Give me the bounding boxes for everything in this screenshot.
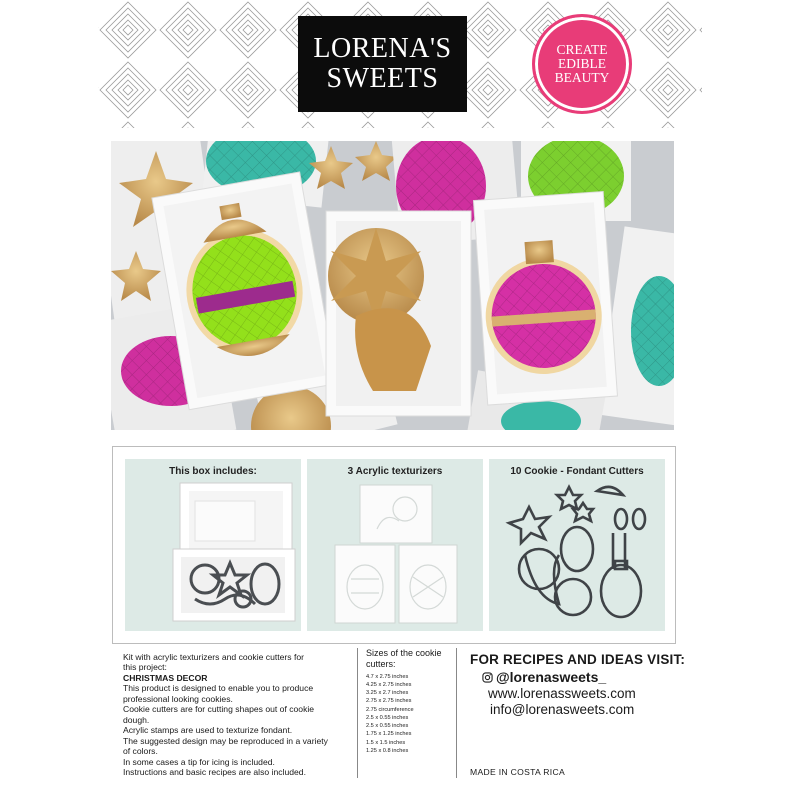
body-line: Cookie cutters are for cutting shapes out of cookie (123, 704, 315, 715)
instagram-handle-text: @lorenasweets_ (496, 669, 607, 685)
body-line: Instructions and basic recipes are also included. (123, 767, 306, 778)
body-line: The suggested design may be reproduced in a variety (123, 735, 328, 746)
header-banner (98, 0, 702, 128)
email-link[interactable]: info@lorenasweets.com (490, 702, 635, 717)
size-item: 2.75 circumference (366, 706, 414, 713)
badge-line1: CREATE (556, 41, 608, 57)
cookies-photo (111, 141, 674, 430)
kit-box-illustration (125, 459, 301, 631)
body-line: Acrylic stamps are used to texturize fondant. (123, 725, 293, 736)
texturizers-illustration (307, 459, 483, 631)
size-item: 4.7 x 2.75 inches (366, 673, 409, 680)
box-includes-section (125, 459, 301, 631)
website-link[interactable]: www.lorenassweets.com (488, 686, 636, 701)
intro-line2: this project: (123, 662, 167, 673)
badge-line3: BEAUTY (554, 70, 610, 86)
sizes-title-line1: Sizes of the cookie (366, 648, 442, 658)
cookies-illustration (111, 141, 674, 430)
size-item: 4.25 x 2.75 inches (366, 681, 412, 688)
body-line: dough. (123, 714, 150, 725)
size-item: 3.25 x 2.7 inches (366, 690, 409, 697)
contact-heading: FOR RECIPES AND IDEAS VISIT: (470, 652, 686, 667)
sizes-title-line2: cutters: (366, 658, 396, 669)
contact-info (470, 652, 700, 717)
body-line: This product is designed to enable you to produce (123, 683, 314, 694)
cutter-sizes (357, 648, 457, 778)
cutters-section (489, 459, 665, 631)
intro-line1: Kit with acrylic texturizers and cookie cutters for (123, 652, 305, 662)
brand-logo (298, 16, 467, 112)
texturizers-section (307, 459, 483, 631)
size-item: 2.5 x 0.55 inches (366, 723, 409, 730)
cutters-illustration (489, 459, 665, 631)
instagram-icon (482, 672, 493, 683)
texturizers-label: 3 Acrylic texturizers (347, 466, 443, 477)
size-item: 1.75 x 1.25 inches (366, 731, 412, 738)
product-description (123, 652, 328, 778)
body-line: professional looking cookies. (123, 693, 233, 704)
body-line: In some cases a tip for icing is included. (123, 756, 275, 767)
box-includes-label: This box includes: (169, 466, 257, 477)
brand-name-line1: LORENA'S (313, 33, 452, 64)
size-item: 1.25 x 0.8 inches (366, 747, 409, 754)
made-in-label: MADE IN COSTA RICA (470, 767, 566, 777)
kit-contents-panel (112, 446, 676, 644)
project-name: CHRISTMAS DECOR (123, 672, 208, 683)
instagram-handle[interactable] (470, 669, 700, 685)
slogan-badge (532, 14, 632, 114)
cutters-label: 10 Cookie - Fondant Cutters (510, 466, 644, 477)
size-item: 2.75 x 2.75 inches (366, 698, 412, 705)
badge-line2: EDIBLE (558, 55, 606, 71)
body-line: of colors. (123, 746, 158, 757)
size-item: 1.5 x 1.5 inches (366, 739, 406, 746)
size-item: 2.5 x 0.55 inches (366, 714, 409, 721)
brand-name-line2: SWEETS (326, 63, 439, 94)
